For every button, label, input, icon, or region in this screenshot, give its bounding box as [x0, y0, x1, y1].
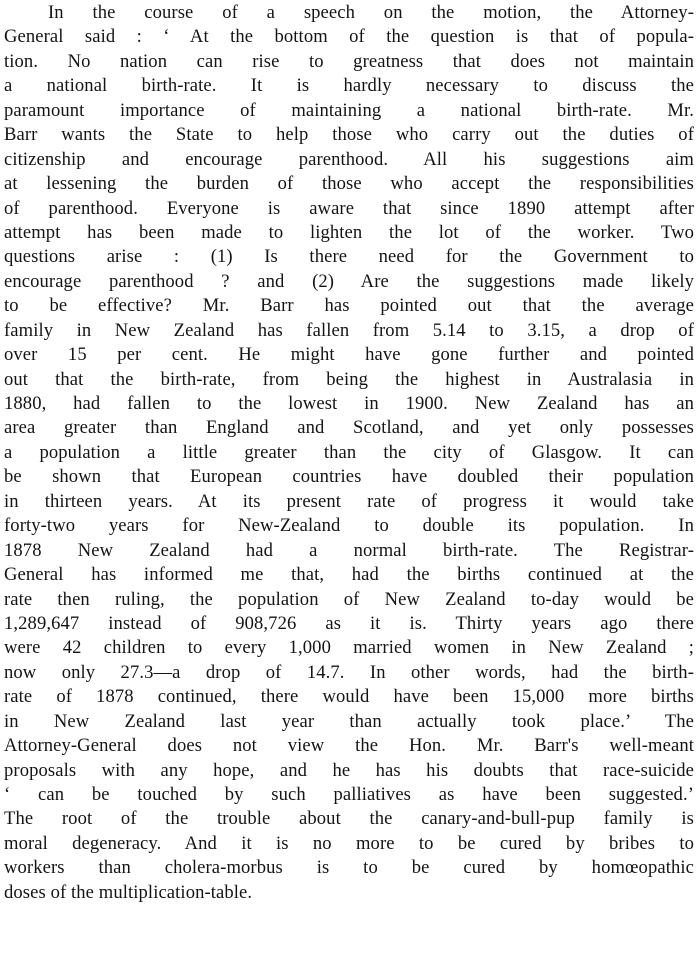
- text-line: General has informed me that, had the births continued at the: [4, 564, 694, 586]
- text-line: forty-two years for New-Zealand to double its population. In: [4, 515, 694, 537]
- text-line: rate of 1878 continued, there would have been 15,000 more births: [4, 686, 694, 708]
- text-line: encourage parenthood ? and (2) Are the suggestions made likely: [4, 270, 694, 292]
- text-line: Barr wants the State to help those who carry out the duties of: [4, 124, 694, 146]
- text-line: over 15 per cent. He might have gone further and pointed: [4, 344, 694, 366]
- text-line: of parenthood. Everyone is aware that since 1890 attempt after: [4, 197, 694, 219]
- text-line: ‘ can be touched by such palliatives as have been suggested.’: [4, 784, 694, 805]
- text-line: moral degeneracy. And it is no more to be cured by bribes to: [4, 832, 694, 854]
- text-line: a population a little greater than the city of Glasgow. It can: [4, 441, 694, 463]
- text-line: to be effective? Mr. Barr has pointed out that the average: [4, 295, 694, 317]
- text-line: now only 27.3—a drop of 14.7. In other words, had the birth-: [4, 661, 694, 683]
- text-line: The root of the trouble about the canary-and-bull-pup family is: [4, 808, 694, 830]
- text-line: attempt has been made to lighten the lot of the worker. Two: [4, 221, 694, 243]
- text-line: in thirteen years. At its present rate of progress it would take: [4, 490, 694, 512]
- text-line: were 42 children to every 1,000 married women in New Zealand ;: [4, 637, 694, 659]
- text-line: paramount importance of maintaining a national birth-rate. Mr.: [4, 99, 694, 121]
- text-line: Attorney-General does not view the Hon. Mr. Barr's well-meant: [4, 735, 694, 757]
- text-line: 1878 New Zealand had a normal birth-rate. The Registrar-: [4, 539, 694, 561]
- text-line: doses of the multiplication-table.: [4, 881, 253, 903]
- text-line: be shown that European countries have doubled their population: [4, 466, 694, 488]
- text-line: a national birth-rate. It is hardly necessary to discuss the: [4, 75, 694, 97]
- body-paragraph: [4, 1, 694, 905]
- text-line: at lessening the burden of those who accept the responsibilities: [4, 173, 694, 195]
- text-line: in New Zealand last year than actually took place.’ The: [4, 710, 694, 732]
- text-line: area greater than England and Scotland, and yet only possesses: [4, 417, 694, 439]
- text-line: In the course of a speech on the motion, the Attorney-: [48, 2, 694, 23]
- text-line: 1,289,647 instead of 908,726 as it is. Thirty years ago there: [4, 612, 694, 634]
- text-line: proposals with any hope, and he has his doubts that race-suicide: [4, 759, 694, 781]
- text-line: rate then ruling, the population of New Zealand to-day would be: [4, 588, 694, 610]
- text-line: family in New Zealand has fallen from 5.14 to 3.15, a drop of: [4, 319, 694, 341]
- text-line: questions arise : (1) Is there need for the Government to: [4, 246, 694, 268]
- text-line: tion. No nation can rise to greatness that does not maintain: [4, 50, 694, 72]
- text-line: General said : ‘ At the bottom of the question is that of popula-: [4, 26, 694, 48]
- text-line: citizenship and encourage parenthood. All his suggestions aim: [4, 148, 694, 170]
- text-line: 1880, had fallen to the lowest in 1900. New Zealand has an: [4, 393, 694, 414]
- text-line: workers than cholera-morbus is to be cured by homœopathic: [4, 857, 694, 879]
- text-line: out that the birth-rate, from being the highest in Australasia in: [4, 368, 694, 390]
- document-page: [4, 1, 694, 905]
